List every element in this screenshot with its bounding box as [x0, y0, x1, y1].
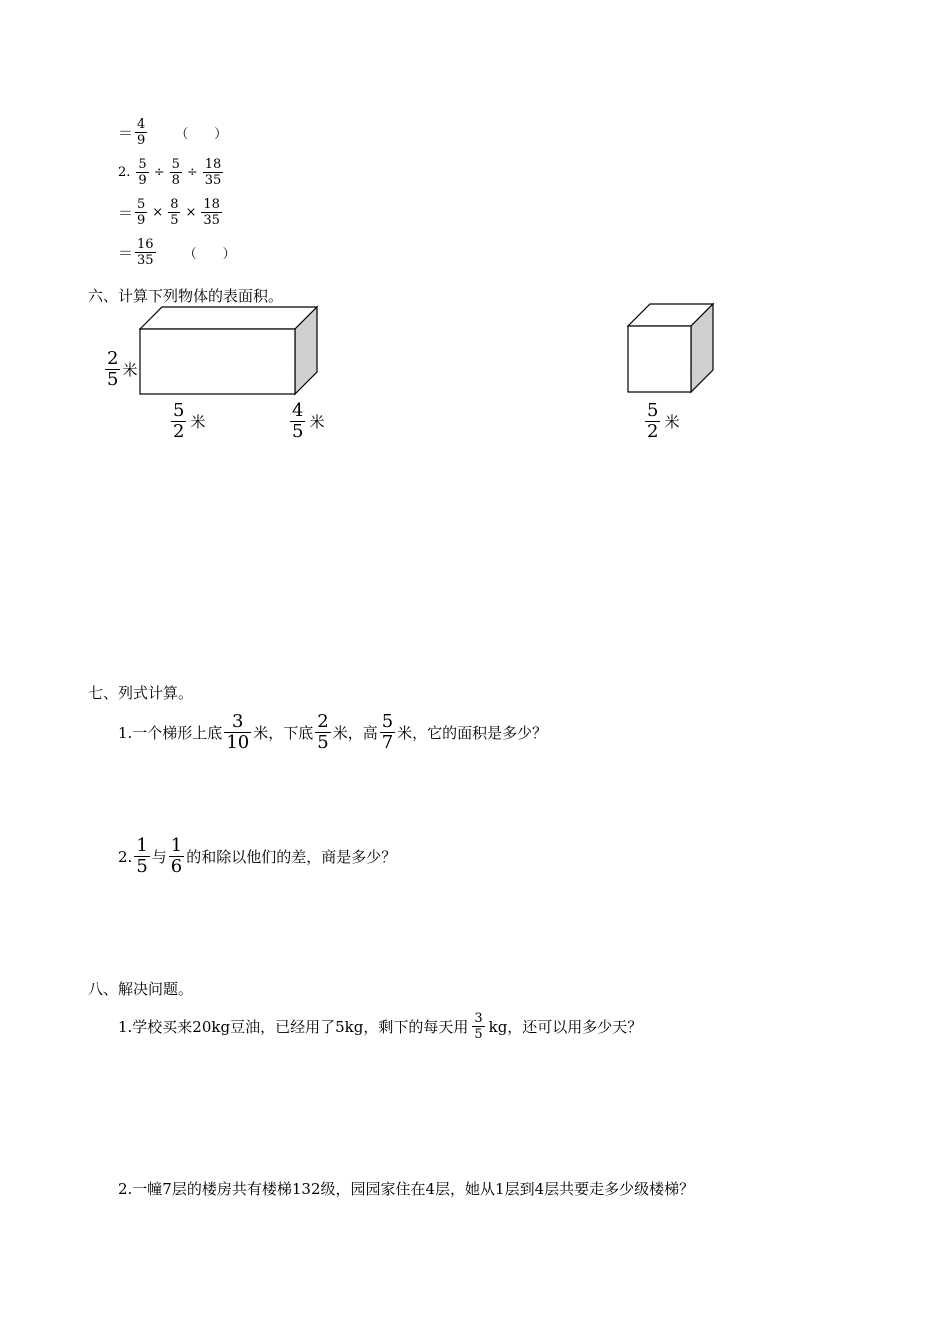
section-8-title: 八、解决问题。	[88, 980, 194, 998]
question-text: 2.	[118, 847, 133, 866]
equals-sign: ＝	[118, 204, 134, 222]
fraction: $\frac{18}{35}$	[204, 157, 222, 188]
question-7-2	[118, 837, 396, 876]
fraction: $\frac{5}{7}$	[381, 711, 394, 753]
cube-front-face	[628, 326, 691, 392]
operator: ÷	[186, 165, 198, 180]
fraction: $\frac{18}{35}$	[203, 197, 220, 228]
equals-sign: ＝	[118, 124, 134, 142]
answer-parentheses: （ ）	[183, 247, 236, 262]
fraction: $\frac{2}{5}$	[317, 711, 329, 753]
cuboid-width-label	[288, 402, 324, 441]
question-8-2: 2.一幢7层的楼房共有楼梯132级，园园家住在4层，她从1层到4层共要走多少级楼梯？	[118, 1180, 695, 1198]
question-text: 米，高	[332, 724, 378, 742]
section-7-title: 七、列式计算。	[88, 684, 194, 702]
cuboid-top-face	[140, 307, 317, 329]
section-6-title: 六、计算下列物体的表面积。	[88, 287, 284, 305]
question-text: 米，它的面积是多少？	[397, 724, 548, 742]
item-number: 2.	[118, 165, 131, 180]
question-text: 1.一个梯形上底	[118, 724, 223, 742]
question-7-1	[118, 713, 547, 752]
fraction: $\frac{3}{10}$	[226, 711, 250, 753]
question-text: 与	[151, 848, 167, 866]
fraction: $\frac{5}{2}$	[647, 400, 659, 442]
question-8-1	[118, 1012, 642, 1041]
cube-edge-label	[643, 402, 679, 441]
fraction: $\frac{5}{8}$	[171, 157, 180, 188]
operator: ÷	[153, 165, 165, 180]
cuboid-height-label	[103, 350, 137, 389]
fraction: $\frac{5}{9}$	[137, 197, 146, 228]
cuboid-front-face	[140, 329, 295, 394]
fraction: $\frac{1}{6}$	[170, 835, 183, 877]
unit: 米	[122, 361, 138, 379]
fraction: $\frac{5}{2}$	[173, 400, 185, 442]
question-text: 的和除以他们的差，商是多少？	[186, 848, 397, 866]
fraction: $\frac{4}{5}$	[292, 400, 304, 442]
equals-sign: ＝	[118, 244, 134, 262]
fraction: $\frac{1}{5}$	[136, 835, 148, 877]
question-text: 米，下底	[253, 724, 314, 742]
unit: 米	[309, 413, 325, 431]
fraction: $\frac{5}{9}$	[138, 157, 147, 188]
fraction: $\frac{3}{5}$	[474, 1011, 483, 1042]
question-text: kg，还可以用多少天？	[488, 1018, 643, 1036]
fraction: $\frac{4}{9}$	[137, 117, 146, 148]
operator: ×	[185, 205, 197, 220]
cuboid-length-label	[169, 402, 205, 441]
unit: 米	[190, 413, 206, 431]
question-text: 1.学校买来20kg豆油，已经用了5kg，剩下的每天用	[118, 1018, 469, 1036]
fraction: $\frac{8}{5}$	[170, 197, 179, 228]
answer-parentheses: （ ）	[175, 127, 228, 142]
fraction: $\frac{2}{5}$	[107, 348, 119, 390]
unit: 米	[664, 413, 680, 431]
fraction: $\frac{16}{35}$	[137, 237, 154, 268]
operator: ×	[152, 205, 164, 220]
